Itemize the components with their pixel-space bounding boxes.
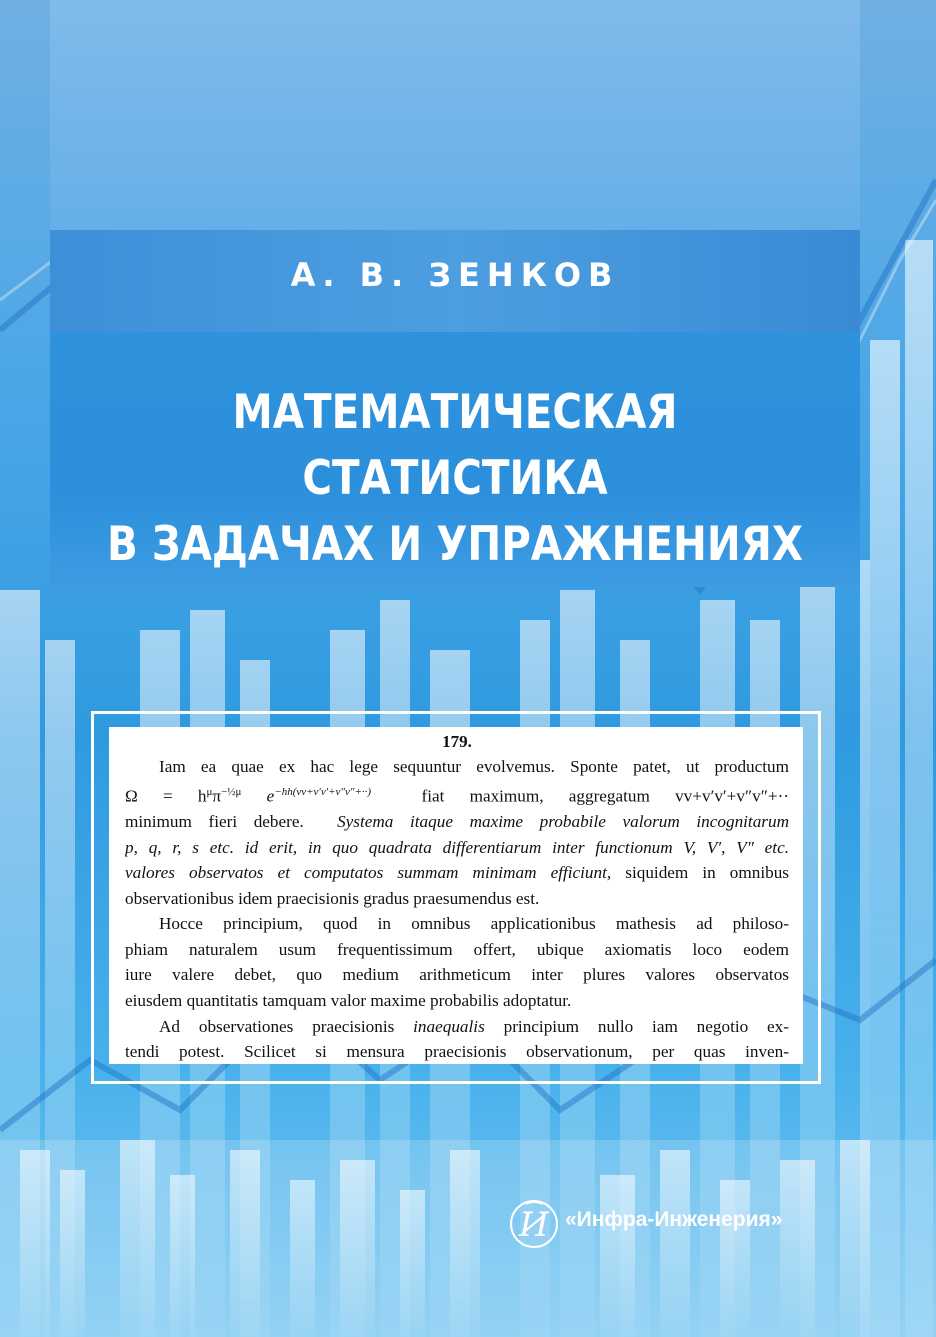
excerpt-line-5: [125, 860, 789, 886]
excerpt-line-12: tendi potest. Scilicet si mensura praecisionis observationum, per quas inven-: [125, 1042, 789, 1062]
excerpt-page-number: 179.: [442, 732, 472, 751]
excerpt-line-9: iure valere debet, quo medium arithmeticum inter plures valores observatos: [125, 965, 789, 985]
excerpt-line-7: Hocce principium, quod in omnibus applicationibus mathesis ad philoso-: [159, 914, 789, 934]
excerpt-line-10: eiusdem quantitatis tamquam valor maxime probabilis adoptatur.: [125, 991, 572, 1011]
formula-e: e: [266, 786, 275, 806]
excerpt-line-8: phiam naturalem usum frequentissimum offert, ubique axiomatis loco eodem: [125, 939, 789, 959]
excerpt-line-3: [125, 809, 789, 835]
excerpt-line-3b: Systema itaque maxime probabile valorum incognitarum: [337, 811, 789, 831]
excerpt-line-5a: valores observatos et computatos summam minimam efficiunt,: [125, 863, 612, 883]
book-title-line-2: В ЗАДАЧАХ И УПРАЖНЕНИЯХ: [106, 517, 804, 572]
excerpt-line-11: [125, 1014, 789, 1040]
formula-pi-exp: −½μ: [221, 785, 242, 798]
book-title: [107, 380, 804, 578]
excerpt-line-11c: principium nullo iam negotio ex-: [503, 1016, 789, 1036]
formula-rest: fiat maximum, aggregatum vv+v′v′+v″v″+··: [421, 786, 789, 806]
excerpt-page: [109, 727, 803, 1064]
formula-mu: μ: [206, 785, 213, 798]
excerpt-line-6: observationibus idem praecisionis gradus praesumendus est.: [125, 888, 540, 908]
top-band: [50, 0, 860, 230]
book-title-line-1: МАТЕМАТИЧЕСКАЯ СТАТИСТИКА: [232, 385, 678, 506]
excerpt-line-1: Iam ea quae ex hac lege sequuntur evolvemus. Sponte patet, ut productum: [159, 757, 789, 776]
excerpt-line-4: p, q, r, s etc. id erit, in quo quadrata differentiarum inter functionum V, V′, V″ etc.: [125, 837, 789, 857]
author-name: А. В. ЗЕНКОВ: [290, 256, 620, 294]
formula-pi: π: [212, 786, 222, 806]
publisher-name: «Инфра-Инженерия»: [565, 1208, 783, 1231]
excerpt-line-formula: [125, 780, 789, 809]
formula-lhs: Ω = h: [125, 786, 207, 806]
excerpt-line-11a: Ad observationes praecisionis: [159, 1016, 395, 1036]
excerpt-line-5b: siquidem in omnibus: [625, 863, 789, 883]
publisher-logo-icon: [506, 1198, 562, 1250]
formula-e-exp: −hh(vv+v′v′+v″v″+··): [274, 785, 372, 798]
excerpt-line-11b: inaequalis: [413, 1016, 485, 1036]
publisher-logo-letter: И: [519, 1205, 549, 1245]
excerpt-line-3a: minimum fieri debere.: [125, 811, 304, 831]
